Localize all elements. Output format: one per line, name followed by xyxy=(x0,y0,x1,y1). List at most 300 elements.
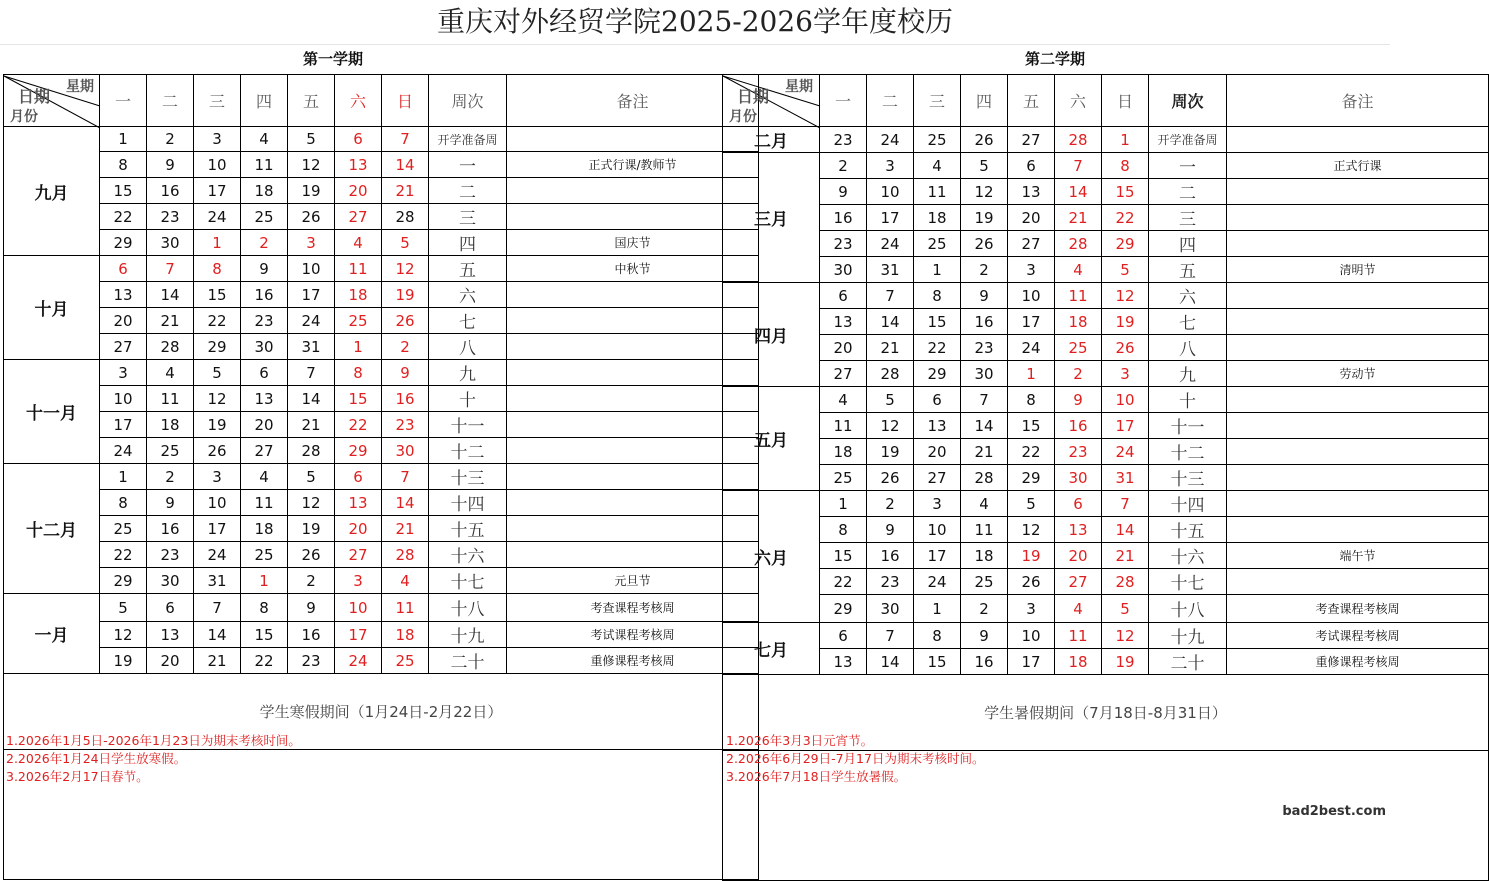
day-cell: 1 xyxy=(335,334,382,360)
day-cell: 25 xyxy=(100,516,147,542)
day-cell: 19 xyxy=(288,516,335,542)
day-cell: 22 xyxy=(241,648,288,674)
day-cell: 2 xyxy=(961,257,1008,283)
day-cell: 18 xyxy=(382,622,429,648)
day-cell: 18 xyxy=(1055,649,1102,675)
day-cell: 15 xyxy=(1102,179,1149,205)
day-cell: 14 xyxy=(1055,179,1102,205)
day-cell: 25 xyxy=(335,308,382,334)
day-cell: 1 xyxy=(100,127,147,152)
day-cell: 6 xyxy=(100,256,147,282)
week-row xyxy=(4,256,759,282)
day-cell: 31 xyxy=(194,568,241,594)
day-cell: 21 xyxy=(961,439,1008,465)
month-label: 十一月 xyxy=(4,360,100,464)
day-cell: 22 xyxy=(335,412,382,438)
month-label: 九月 xyxy=(4,127,100,256)
day-cell: 8 xyxy=(241,594,288,622)
day-cell: 21 xyxy=(867,335,914,361)
day-cell: 3 xyxy=(867,153,914,179)
day-cell: 10 xyxy=(914,517,961,543)
day-cell: 20 xyxy=(914,439,961,465)
day-cell: 17 xyxy=(288,282,335,308)
week-row xyxy=(4,178,759,204)
day-cell: 10 xyxy=(1008,623,1055,649)
week-number-cell: 十 xyxy=(429,386,507,412)
day-cell: 23 xyxy=(961,335,1008,361)
week-number-cell: 二 xyxy=(429,178,507,204)
day-cell: 18 xyxy=(961,543,1008,569)
day-cell: 1 xyxy=(1102,127,1149,153)
day-cell: 14 xyxy=(194,622,241,648)
day-cell: 29 xyxy=(335,438,382,464)
week-number-cell: 七 xyxy=(1149,309,1227,335)
day-cell: 10 xyxy=(100,386,147,412)
sheet-gridline xyxy=(0,44,1390,45)
day-cell: 16 xyxy=(867,543,914,569)
week-row xyxy=(4,360,759,386)
day-cell: 5 xyxy=(867,387,914,413)
day-cell: 16 xyxy=(961,649,1008,675)
week-number-cell: 十四 xyxy=(429,490,507,516)
day-cell: 29 xyxy=(914,361,961,387)
day-cell: 15 xyxy=(820,543,867,569)
day-cell: 23 xyxy=(241,308,288,334)
week-row xyxy=(723,257,1489,283)
day-cell: 7 xyxy=(147,256,194,282)
day-cell: 5 xyxy=(1008,491,1055,517)
week-row xyxy=(723,205,1489,231)
day-cell: 21 xyxy=(1102,543,1149,569)
note-cell xyxy=(1227,309,1489,335)
day-cell: 24 xyxy=(1008,335,1055,361)
day-cell: 17 xyxy=(100,412,147,438)
note-cell xyxy=(507,542,759,568)
day-cell: 23 xyxy=(288,648,335,674)
note-cell: 考试课程考核周 xyxy=(1227,623,1489,649)
note-cell: 中秋节 xyxy=(507,256,759,282)
day-cell: 14 xyxy=(147,282,194,308)
week-number-header: 周次 xyxy=(429,75,507,127)
day-cell: 25 xyxy=(914,127,961,153)
day-cell: 8 xyxy=(914,623,961,649)
day-cell: 26 xyxy=(1102,335,1149,361)
week-row xyxy=(4,438,759,464)
weekday-header: 六 xyxy=(335,75,382,127)
day-cell: 31 xyxy=(1102,465,1149,491)
day-cell: 28 xyxy=(1102,569,1149,595)
corner-month-label: 月份 xyxy=(729,108,757,125)
week-number-cell: 开学准备周 xyxy=(1149,127,1227,153)
week-number-cell: 九 xyxy=(429,360,507,386)
day-cell: 9 xyxy=(382,360,429,386)
day-cell: 28 xyxy=(382,204,429,230)
semester-2-notes xyxy=(726,732,984,786)
day-cell: 13 xyxy=(335,152,382,178)
day-cell: 13 xyxy=(147,622,194,648)
day-cell: 28 xyxy=(1055,127,1102,153)
day-cell: 15 xyxy=(1008,413,1055,439)
day-cell: 6 xyxy=(1008,153,1055,179)
day-cell: 8 xyxy=(100,152,147,178)
note-cell xyxy=(507,464,759,490)
day-cell: 2 xyxy=(1055,361,1102,387)
day-cell: 8 xyxy=(100,490,147,516)
day-cell: 2 xyxy=(147,127,194,152)
day-cell: 9 xyxy=(867,517,914,543)
week-number-cell: 十八 xyxy=(1149,595,1227,623)
day-cell: 30 xyxy=(1055,465,1102,491)
week-number-cell: 十九 xyxy=(429,622,507,648)
note-cell xyxy=(1227,231,1489,257)
week-number-cell: 十九 xyxy=(1149,623,1227,649)
day-cell: 16 xyxy=(1055,413,1102,439)
week-row xyxy=(4,412,759,438)
day-cell: 19 xyxy=(1102,309,1149,335)
week-number-cell: 十二 xyxy=(1149,439,1227,465)
week-row xyxy=(723,179,1489,205)
day-cell: 2 xyxy=(867,491,914,517)
day-cell: 18 xyxy=(147,412,194,438)
day-cell: 20 xyxy=(100,308,147,334)
day-cell: 26 xyxy=(961,127,1008,153)
note-cell xyxy=(507,334,759,360)
note-cell xyxy=(1227,517,1489,543)
month-label: 六月 xyxy=(723,491,820,623)
day-cell: 13 xyxy=(335,490,382,516)
day-cell: 17 xyxy=(1008,309,1055,335)
week-number-cell: 十六 xyxy=(429,542,507,568)
week-row xyxy=(4,334,759,360)
day-cell: 23 xyxy=(820,127,867,153)
note-cell xyxy=(1227,465,1489,491)
day-cell: 20 xyxy=(335,516,382,542)
week-row xyxy=(723,543,1489,569)
day-cell: 4 xyxy=(382,568,429,594)
day-cell: 6 xyxy=(147,594,194,622)
day-cell: 22 xyxy=(1008,439,1055,465)
day-cell: 15 xyxy=(194,282,241,308)
day-cell: 4 xyxy=(147,360,194,386)
day-cell: 15 xyxy=(914,309,961,335)
day-cell: 6 xyxy=(820,283,867,309)
day-cell: 1 xyxy=(820,491,867,517)
month-label: 七月 xyxy=(723,623,820,675)
vacation-period: 学生寒假期间（1月24日-2月22日） xyxy=(4,674,759,750)
day-cell: 15 xyxy=(241,622,288,648)
day-cell: 6 xyxy=(241,360,288,386)
week-number-cell: 开学准备周 xyxy=(429,127,507,152)
day-cell: 27 xyxy=(335,542,382,568)
day-cell: 1 xyxy=(194,230,241,256)
day-cell: 27 xyxy=(914,465,961,491)
week-number-cell: 三 xyxy=(1149,205,1227,231)
day-cell: 4 xyxy=(1055,257,1102,283)
week-row xyxy=(723,465,1489,491)
week-row xyxy=(723,413,1489,439)
day-cell: 17 xyxy=(335,622,382,648)
day-cell: 11 xyxy=(1055,283,1102,309)
day-cell: 13 xyxy=(100,282,147,308)
week-row xyxy=(4,230,759,256)
week-row xyxy=(723,127,1489,153)
semester-2-title: 第二学期 xyxy=(1024,50,1085,68)
day-cell: 14 xyxy=(867,309,914,335)
weekday-header: 一 xyxy=(820,75,867,127)
week-number-header: 周次 xyxy=(1149,75,1227,127)
weekday-header: 日 xyxy=(382,75,429,127)
day-cell: 30 xyxy=(382,438,429,464)
day-cell: 22 xyxy=(820,569,867,595)
day-cell: 10 xyxy=(867,179,914,205)
day-cell: 12 xyxy=(961,179,1008,205)
day-cell: 21 xyxy=(1055,205,1102,231)
day-cell: 24 xyxy=(194,204,241,230)
day-cell: 2 xyxy=(961,595,1008,623)
week-number-cell: 六 xyxy=(429,282,507,308)
day-cell: 20 xyxy=(241,412,288,438)
day-cell: 17 xyxy=(194,516,241,542)
day-cell: 1 xyxy=(1008,361,1055,387)
day-cell: 29 xyxy=(1008,465,1055,491)
day-cell: 24 xyxy=(335,648,382,674)
week-row xyxy=(4,152,759,178)
weekday-header: 三 xyxy=(914,75,961,127)
day-cell: 30 xyxy=(147,568,194,594)
week-number-cell: 十六 xyxy=(1149,543,1227,569)
day-cell: 4 xyxy=(241,464,288,490)
note-cell xyxy=(507,127,759,152)
day-cell: 25 xyxy=(961,569,1008,595)
note-cell: 元旦节 xyxy=(507,568,759,594)
day-cell: 19 xyxy=(194,412,241,438)
day-cell: 30 xyxy=(147,230,194,256)
day-cell: 14 xyxy=(1102,517,1149,543)
day-cell: 1 xyxy=(100,464,147,490)
weekday-header: 四 xyxy=(241,75,288,127)
day-cell: 17 xyxy=(1102,413,1149,439)
day-cell: 7 xyxy=(961,387,1008,413)
corner-date-label: 日期 xyxy=(737,86,770,106)
page-title: 重庆对外经贸学院2025-2026学年度校历 xyxy=(437,5,953,38)
day-cell: 24 xyxy=(1102,439,1149,465)
corner-month-label: 月份 xyxy=(10,108,38,125)
day-cell: 8 xyxy=(194,256,241,282)
day-cell: 20 xyxy=(1055,543,1102,569)
week-row xyxy=(4,127,759,152)
day-cell: 13 xyxy=(914,413,961,439)
note-cell xyxy=(1227,179,1489,205)
day-cell: 27 xyxy=(1055,569,1102,595)
day-cell: 28 xyxy=(961,465,1008,491)
corner-weekday-label: 星期 xyxy=(66,78,94,95)
note-cell xyxy=(1227,413,1489,439)
note-cell: 重修课程考核周 xyxy=(507,648,759,674)
week-row xyxy=(723,361,1489,387)
corner-weekday-label: 星期 xyxy=(785,78,813,95)
week-number-cell: 十八 xyxy=(429,594,507,622)
week-number-cell: 二十 xyxy=(1149,649,1227,675)
week-row xyxy=(4,516,759,542)
week-number-cell: 十 xyxy=(1149,387,1227,413)
day-cell: 9 xyxy=(147,152,194,178)
day-cell: 27 xyxy=(241,438,288,464)
week-row xyxy=(723,153,1489,179)
note-cell: 考试课程考核周 xyxy=(507,622,759,648)
day-cell: 25 xyxy=(820,465,867,491)
corner-header xyxy=(723,75,820,127)
week-number-cell: 五 xyxy=(429,256,507,282)
day-cell: 17 xyxy=(914,543,961,569)
vacation-period: 学生暑假期间（7月18日-8月31日） xyxy=(723,675,1489,751)
day-cell: 9 xyxy=(1055,387,1102,413)
day-cell: 3 xyxy=(194,464,241,490)
day-cell: 1 xyxy=(914,257,961,283)
note-cell: 清明节 xyxy=(1227,257,1489,283)
day-cell: 12 xyxy=(1102,283,1149,309)
day-cell: 22 xyxy=(194,308,241,334)
week-number-cell: 十二 xyxy=(429,438,507,464)
day-cell: 7 xyxy=(382,464,429,490)
day-cell: 31 xyxy=(867,257,914,283)
day-cell: 28 xyxy=(382,542,429,568)
day-cell: 20 xyxy=(335,178,382,204)
day-cell: 24 xyxy=(194,542,241,568)
day-cell: 2 xyxy=(241,230,288,256)
day-cell: 11 xyxy=(820,413,867,439)
day-cell: 20 xyxy=(147,648,194,674)
note-line: 3.2026年7月18日学生放暑假。 xyxy=(726,769,907,784)
day-cell: 23 xyxy=(1055,439,1102,465)
day-cell: 19 xyxy=(1008,543,1055,569)
note-cell: 考查课程考核周 xyxy=(507,594,759,622)
week-number-cell: 十一 xyxy=(429,412,507,438)
day-cell: 14 xyxy=(382,490,429,516)
day-cell: 21 xyxy=(147,308,194,334)
day-cell: 21 xyxy=(382,178,429,204)
week-number-cell: 十七 xyxy=(429,568,507,594)
day-cell: 21 xyxy=(194,648,241,674)
week-row xyxy=(723,623,1489,649)
day-cell: 28 xyxy=(147,334,194,360)
day-cell: 5 xyxy=(288,127,335,152)
day-cell: 26 xyxy=(382,308,429,334)
day-cell: 11 xyxy=(241,490,288,516)
day-cell: 19 xyxy=(288,178,335,204)
note-line: 2.2026年1月24日学生放寒假。 xyxy=(6,751,187,766)
day-cell: 5 xyxy=(194,360,241,386)
day-cell: 3 xyxy=(1102,361,1149,387)
week-row xyxy=(4,464,759,490)
week-row xyxy=(723,517,1489,543)
day-cell: 27 xyxy=(1008,231,1055,257)
day-cell: 7 xyxy=(288,360,335,386)
day-cell: 24 xyxy=(100,438,147,464)
week-row xyxy=(723,283,1489,309)
day-cell: 8 xyxy=(335,360,382,386)
day-cell: 8 xyxy=(820,517,867,543)
day-cell: 12 xyxy=(382,256,429,282)
day-cell: 19 xyxy=(961,205,1008,231)
day-cell: 3 xyxy=(194,127,241,152)
note-cell xyxy=(507,438,759,464)
note-cell: 端午节 xyxy=(1227,543,1489,569)
corner-header xyxy=(4,75,100,127)
semester-1-title: 第一学期 xyxy=(302,50,363,68)
day-cell: 2 xyxy=(382,334,429,360)
day-cell: 28 xyxy=(288,438,335,464)
week-row xyxy=(4,622,759,648)
day-cell: 6 xyxy=(335,464,382,490)
week-number-cell: 十三 xyxy=(429,464,507,490)
day-cell: 22 xyxy=(100,542,147,568)
day-cell: 24 xyxy=(867,231,914,257)
day-cell: 11 xyxy=(335,256,382,282)
week-row xyxy=(4,386,759,412)
week-number-cell: 七 xyxy=(429,308,507,334)
day-cell: 26 xyxy=(194,438,241,464)
week-row xyxy=(723,309,1489,335)
note-line: 1.2026年1月5日-2026年1月23日为期末考核时间。 xyxy=(6,733,301,748)
day-cell: 25 xyxy=(382,648,429,674)
weekday-header: 二 xyxy=(147,75,194,127)
week-number-cell: 十五 xyxy=(429,516,507,542)
note-cell xyxy=(507,360,759,386)
note-cell xyxy=(1227,335,1489,361)
week-row xyxy=(723,439,1489,465)
day-cell: 27 xyxy=(335,204,382,230)
week-number-cell: 五 xyxy=(1149,257,1227,283)
week-number-cell: 二 xyxy=(1149,179,1227,205)
day-cell: 26 xyxy=(1008,569,1055,595)
day-cell: 2 xyxy=(820,153,867,179)
day-cell: 16 xyxy=(820,205,867,231)
day-cell: 7 xyxy=(382,127,429,152)
day-cell: 7 xyxy=(867,623,914,649)
day-cell: 25 xyxy=(914,231,961,257)
week-row xyxy=(4,594,759,622)
semester-1-notes xyxy=(6,732,301,786)
day-cell: 12 xyxy=(288,152,335,178)
note-cell xyxy=(507,282,759,308)
day-cell: 13 xyxy=(241,386,288,412)
day-cell: 13 xyxy=(1008,179,1055,205)
day-cell: 18 xyxy=(241,178,288,204)
week-number-cell: 十五 xyxy=(1149,517,1227,543)
day-cell: 21 xyxy=(382,516,429,542)
day-cell: 10 xyxy=(335,594,382,622)
note-header: 备注 xyxy=(1227,75,1489,127)
weekday-header: 五 xyxy=(288,75,335,127)
weekday-header: 一 xyxy=(100,75,147,127)
day-cell: 22 xyxy=(1102,205,1149,231)
day-cell: 16 xyxy=(382,386,429,412)
day-cell: 23 xyxy=(147,204,194,230)
day-cell: 3 xyxy=(1008,257,1055,283)
note-cell xyxy=(507,490,759,516)
week-number-cell: 一 xyxy=(429,152,507,178)
day-cell: 3 xyxy=(288,230,335,256)
day-cell: 26 xyxy=(961,231,1008,257)
day-cell: 16 xyxy=(147,516,194,542)
day-cell: 27 xyxy=(820,361,867,387)
day-cell: 11 xyxy=(961,517,1008,543)
day-cell: 11 xyxy=(914,179,961,205)
day-cell: 22 xyxy=(914,335,961,361)
day-cell: 2 xyxy=(288,568,335,594)
day-cell: 9 xyxy=(288,594,335,622)
day-cell: 19 xyxy=(1102,649,1149,675)
